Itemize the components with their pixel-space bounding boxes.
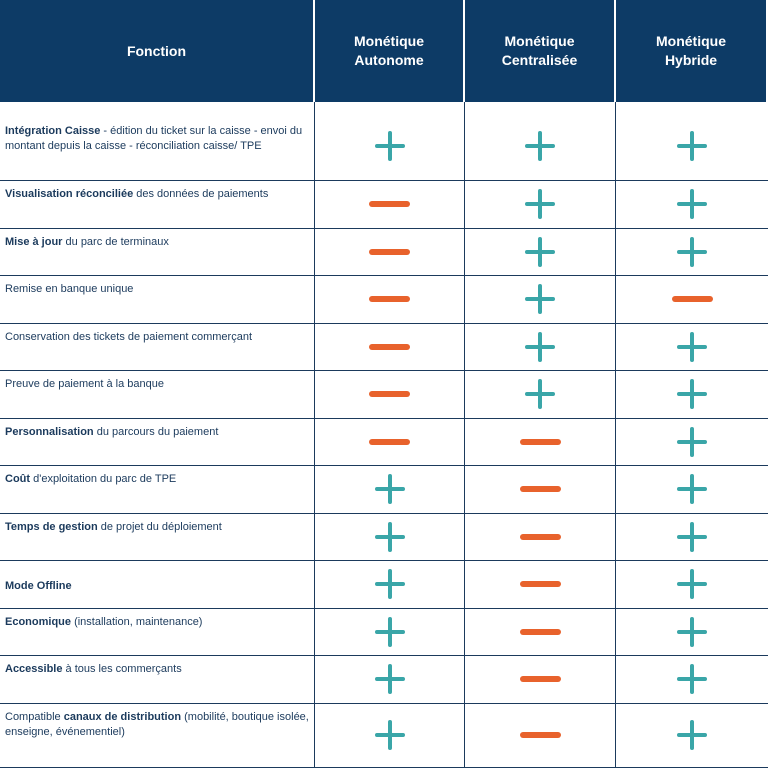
row-7-hybride-value	[616, 466, 768, 514]
minus-icon	[520, 534, 561, 540]
row-10-centralisee-value	[465, 609, 616, 657]
plus-icon	[375, 569, 405, 599]
minus-icon	[672, 296, 713, 302]
row-10-autonome-value	[315, 609, 465, 657]
fonction-description: du parcours du paiement	[93, 425, 219, 438]
minus-icon	[520, 486, 561, 492]
row-12-hybride-value	[616, 704, 768, 768]
plus-icon	[525, 189, 555, 219]
fonction-description: de projet du déploiement	[97, 520, 222, 533]
plus-icon	[375, 720, 405, 750]
plus-icon	[375, 474, 405, 504]
row-10-hybride-value	[616, 609, 768, 657]
fonction-keyword: Personnalisation	[5, 425, 94, 438]
row-9-hybride-value	[616, 561, 768, 609]
plus-icon	[677, 474, 707, 504]
plus-icon	[677, 379, 707, 409]
minus-icon	[369, 201, 410, 207]
fonction-description: Preuve de paiement à la banque	[5, 378, 165, 390]
row-1-hybride-value	[616, 181, 768, 229]
plus-icon	[677, 237, 707, 267]
fonction-keyword: Intégration Caisse	[5, 125, 101, 137]
header-monetique-centralisee: Monétique Centralisée	[465, 0, 616, 102]
row-8-hybride-value	[616, 514, 768, 562]
minus-icon	[369, 439, 410, 445]
plus-icon	[525, 379, 555, 409]
plus-icon	[677, 427, 707, 457]
row-7-autonome-value	[315, 466, 465, 514]
minus-icon	[520, 439, 561, 445]
plus-icon	[525, 131, 555, 161]
row-3-centralisee-value	[465, 276, 616, 324]
row-7-centralisee-value	[465, 466, 616, 514]
row-10-fonction	[0, 609, 315, 657]
row-0-fonction	[0, 102, 315, 181]
header-monetique-autonome: Monétique Autonome	[315, 0, 465, 102]
minus-icon	[369, 296, 410, 302]
row-12-autonome-value	[315, 704, 465, 768]
fonction-description: Conservation des tickets de paiement commerçant	[5, 330, 253, 343]
row-3-fonction	[0, 276, 315, 324]
row-11-fonction	[0, 656, 315, 704]
row-2-centralisee-value	[465, 229, 616, 277]
plus-icon	[375, 522, 405, 552]
fonction-description: - édition du ticket sur la caisse - envoi du montant depuis la caisse - réconciliation caisse/ TPE	[5, 125, 303, 152]
row-11-centralisee-value	[465, 656, 616, 704]
row-4-centralisee-value	[465, 324, 616, 372]
plus-icon	[677, 131, 707, 161]
row-7-fonction	[0, 466, 315, 514]
plus-icon	[375, 617, 405, 647]
minus-icon	[520, 581, 561, 587]
minus-icon	[520, 629, 561, 635]
row-6-centralisee-value	[465, 419, 616, 467]
row-6-hybride-value	[616, 419, 768, 467]
minus-icon	[369, 249, 410, 255]
fonction-description: d'exploitation du parc de TPE	[30, 473, 177, 485]
row-2-autonome-value	[315, 229, 465, 277]
row-11-hybride-value	[616, 656, 768, 704]
row-1-centralisee-value	[465, 181, 616, 229]
fonction-description: (mobilité, boutique isolée, enseigne, événementiel)	[5, 710, 309, 738]
row-6-autonome-value	[315, 419, 465, 467]
minus-icon	[520, 732, 561, 738]
plus-icon	[525, 332, 555, 362]
row-11-autonome-value	[315, 656, 465, 704]
plus-icon	[677, 332, 707, 362]
fonction-description: Remise en banque unique	[5, 283, 134, 295]
row-1-autonome-value	[315, 181, 465, 229]
row-9-autonome-value	[315, 561, 465, 609]
plus-icon	[677, 664, 707, 694]
header-monetique-hybride: Monétique Hybride	[616, 0, 768, 102]
fonction-keyword: canaux de distribution	[63, 710, 182, 723]
fonction-keyword: Coût	[5, 473, 31, 485]
minus-icon	[520, 676, 561, 682]
row-6-fonction	[0, 419, 315, 467]
row-8-centralisee-value	[465, 514, 616, 562]
fonction-description: des données de paiements	[133, 188, 269, 200]
row-4-autonome-value	[315, 324, 465, 372]
row-5-autonome-value	[315, 371, 465, 419]
fonction-keyword: Economique	[5, 615, 72, 628]
plus-icon	[375, 664, 405, 694]
row-4-hybride-value	[616, 324, 768, 372]
fonction-description: du parc de terminaux	[62, 235, 169, 248]
row-0-autonome-value	[315, 102, 465, 181]
plus-icon	[677, 522, 707, 552]
fonction-keyword: Mise à jour	[5, 235, 63, 248]
row-2-hybride-value	[616, 229, 768, 277]
plus-icon	[677, 569, 707, 599]
row-3-hybride-value	[616, 276, 768, 324]
fonction-keyword: Temps de gestion	[5, 520, 98, 533]
row-8-fonction	[0, 514, 315, 562]
fonction-description: à tous les commerçants	[62, 663, 182, 675]
plus-icon	[677, 617, 707, 647]
row-4-fonction	[0, 324, 315, 372]
row-0-centralisee-value	[465, 102, 616, 181]
row-5-hybride-value	[616, 371, 768, 419]
row-12-fonction	[0, 704, 315, 768]
row-0-hybride-value	[616, 102, 768, 181]
row-5-fonction	[0, 371, 315, 419]
fonction-description: (installation, maintenance)	[71, 615, 203, 628]
plus-icon	[375, 131, 405, 161]
minus-icon	[369, 391, 410, 397]
row-3-autonome-value	[315, 276, 465, 324]
fonction-keyword: Visualisation réconciliée	[5, 188, 134, 200]
row-12-centralisee-value	[465, 704, 616, 768]
fonction-keyword: Mode Offline	[5, 580, 72, 592]
row-9-fonction	[0, 561, 315, 609]
row-8-autonome-value	[315, 514, 465, 562]
row-5-centralisee-value	[465, 371, 616, 419]
plus-icon	[677, 720, 707, 750]
minus-icon	[369, 344, 410, 350]
row-9-centralisee-value	[465, 561, 616, 609]
row-2-fonction	[0, 229, 315, 277]
header-fonction: Fonction	[0, 0, 315, 102]
fonction-prefix: Compatible	[5, 710, 64, 723]
row-1-fonction	[0, 181, 315, 229]
plus-icon	[525, 284, 555, 314]
plus-icon	[525, 237, 555, 267]
plus-icon	[677, 189, 707, 219]
fonction-keyword: Accessible	[5, 663, 63, 675]
